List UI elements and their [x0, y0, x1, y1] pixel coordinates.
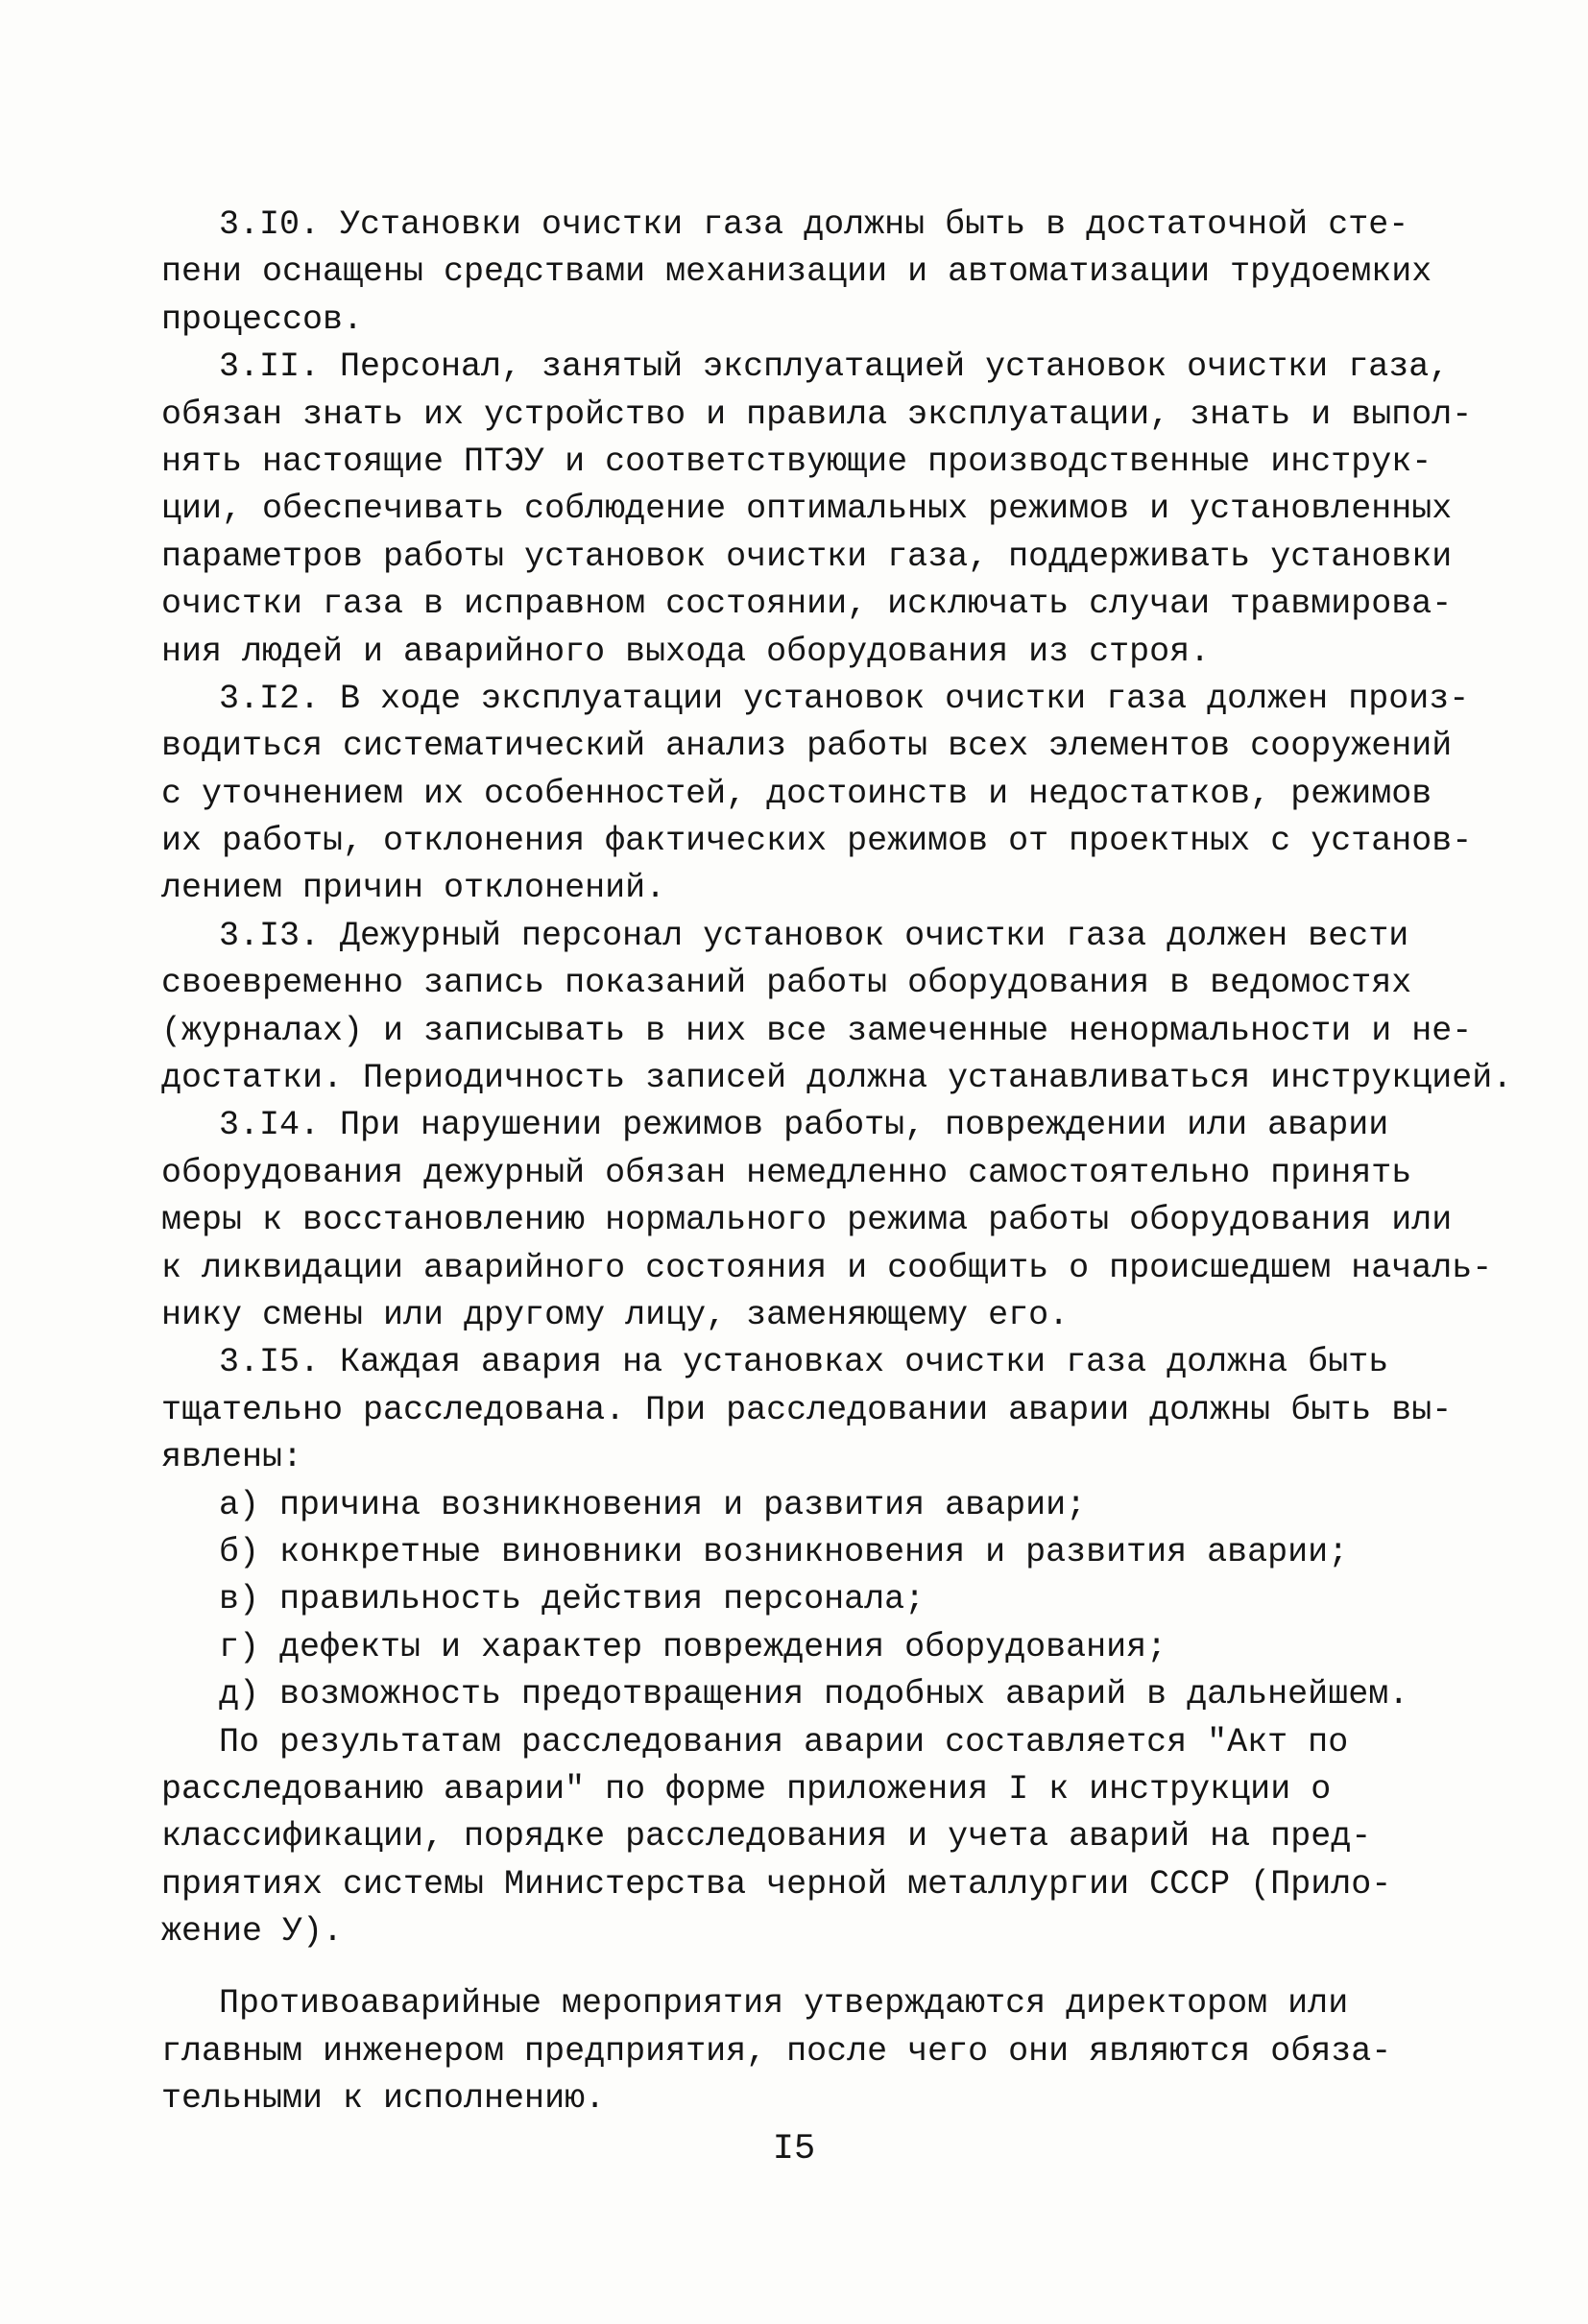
- paragraph-gap: [161, 1955, 1448, 1980]
- text-line: расследованию аварии" по форме приложения I к инструкции о: [161, 1769, 1332, 1809]
- paragraph-3-15: [161, 1339, 1453, 1481]
- text-line: с уточнением их особенностей, достоинств и недостатков, режимов: [161, 774, 1432, 813]
- text-line: тельными к исполнению.: [161, 2079, 606, 2119]
- list-item: д) возможность предотвращения подобных аварий в дальнейшем.: [219, 1675, 1409, 1714]
- text-line: процессов.: [161, 299, 364, 339]
- paragraph-3-14: [161, 1102, 1493, 1339]
- text-line: классификации, порядке расследования и учета аварий на пред-: [161, 1817, 1372, 1857]
- paragraph-3-11: [161, 344, 1473, 676]
- text-line: достатки. Периодичность записей должна устанавливаться инструкцией.: [161, 1059, 1513, 1098]
- text-line: (журналах) и записывать в них все замеченные ненормальности и не-: [161, 1011, 1473, 1050]
- text-line: нять настоящие ПТЭУ и соответствующие производственные инструк-: [161, 442, 1432, 481]
- text-line: своевременно запись показаний работы оборудования в ведомостях: [161, 964, 1412, 1003]
- text-line: 3.I0. Установки очистки газа должны быть в достаточной сте-: [219, 205, 1409, 244]
- list-item: б) конкретные виновники возникновения и развития аварии;: [219, 1532, 1349, 1571]
- list-item: в) правильность действия персонала;: [219, 1580, 926, 1619]
- text-line: нику смены или другому лицу, заменяющему его.: [161, 1295, 1070, 1334]
- text-line: По результатам расследования аварии составляется "Акт по: [219, 1722, 1349, 1761]
- text-line: явлены:: [161, 1438, 303, 1477]
- text-line: ции, обеспечивать соблюдение оптимальных режимов и установленных: [161, 490, 1453, 529]
- investigation-list: [161, 1482, 1448, 1719]
- text-line: очистки газа в исправном состоянии, исключать случаи травмирова-: [161, 585, 1453, 624]
- text-line: параметров работы установок очистки газа, поддерживать установки: [161, 537, 1453, 576]
- text-line: 3.I2. В ходе эксплуатации установок очистки газа должен произ-: [219, 679, 1470, 718]
- text-line: пени оснащены средствами механизации и автоматизации трудоемких: [161, 252, 1432, 292]
- text-line: меры к восстановлению нормального режима работы оборудования или: [161, 1201, 1453, 1240]
- text-line: 3.II. Персонал, занятый эксплуатацией установок очистки газа,: [219, 347, 1450, 387]
- list-item: а) причина возникновения и развития аварии;: [219, 1485, 1087, 1524]
- list-item: г) дефекты и характер повреждения оборудования;: [219, 1627, 1167, 1666]
- text-line: жение У).: [161, 1912, 344, 1952]
- text-line: 3.I4. При нарушении режимов работы, повреждении или аварии: [219, 1106, 1389, 1145]
- text-line: 3.I3. Дежурный персонал установок очистки газа должен вести: [219, 916, 1409, 955]
- text-line: их работы, отклонения фактических режимов от проектных с установ-: [161, 822, 1473, 861]
- text-line: обязан знать их устройство и правила эксплуатации, знать и выпол-: [161, 395, 1473, 434]
- paragraph-measures: [161, 1980, 1448, 2122]
- paragraph-3-13: [161, 913, 1513, 1103]
- text-line: 3.I5. Каждая авария на установках очистки газа должна быть: [219, 1343, 1389, 1382]
- text-line: приятиях системы Министерства черной металлургии СССР (Прило-: [161, 1864, 1392, 1904]
- text-line: главным инженером предприятия, после чего они являются обяза-: [161, 2031, 1392, 2071]
- text-line: лением причин отклонений.: [161, 869, 666, 908]
- text-line: водиться систематический анализ работы всех элементов сооружений: [161, 727, 1453, 766]
- text-line: тщательно расследована. При расследовании аварии должны быть вы-: [161, 1390, 1453, 1429]
- paragraph-3-10: [161, 202, 1448, 344]
- document-body: [161, 202, 1513, 2123]
- page-number: I5: [772, 2129, 816, 2169]
- paragraph-act: [161, 1719, 1448, 1956]
- text-line: Противоаварийные мероприятия утверждаются директором или: [219, 1984, 1349, 2024]
- text-line: оборудования дежурный обязан немедленно самостоятельно принять: [161, 1153, 1412, 1192]
- text-line: к ликвидации аварийного состояния и сообщить о происшедшем началь-: [161, 1248, 1493, 1287]
- text-line: ния людей и аварийного выхода оборудования из строя.: [161, 632, 1211, 671]
- paragraph-3-12: [161, 676, 1473, 913]
